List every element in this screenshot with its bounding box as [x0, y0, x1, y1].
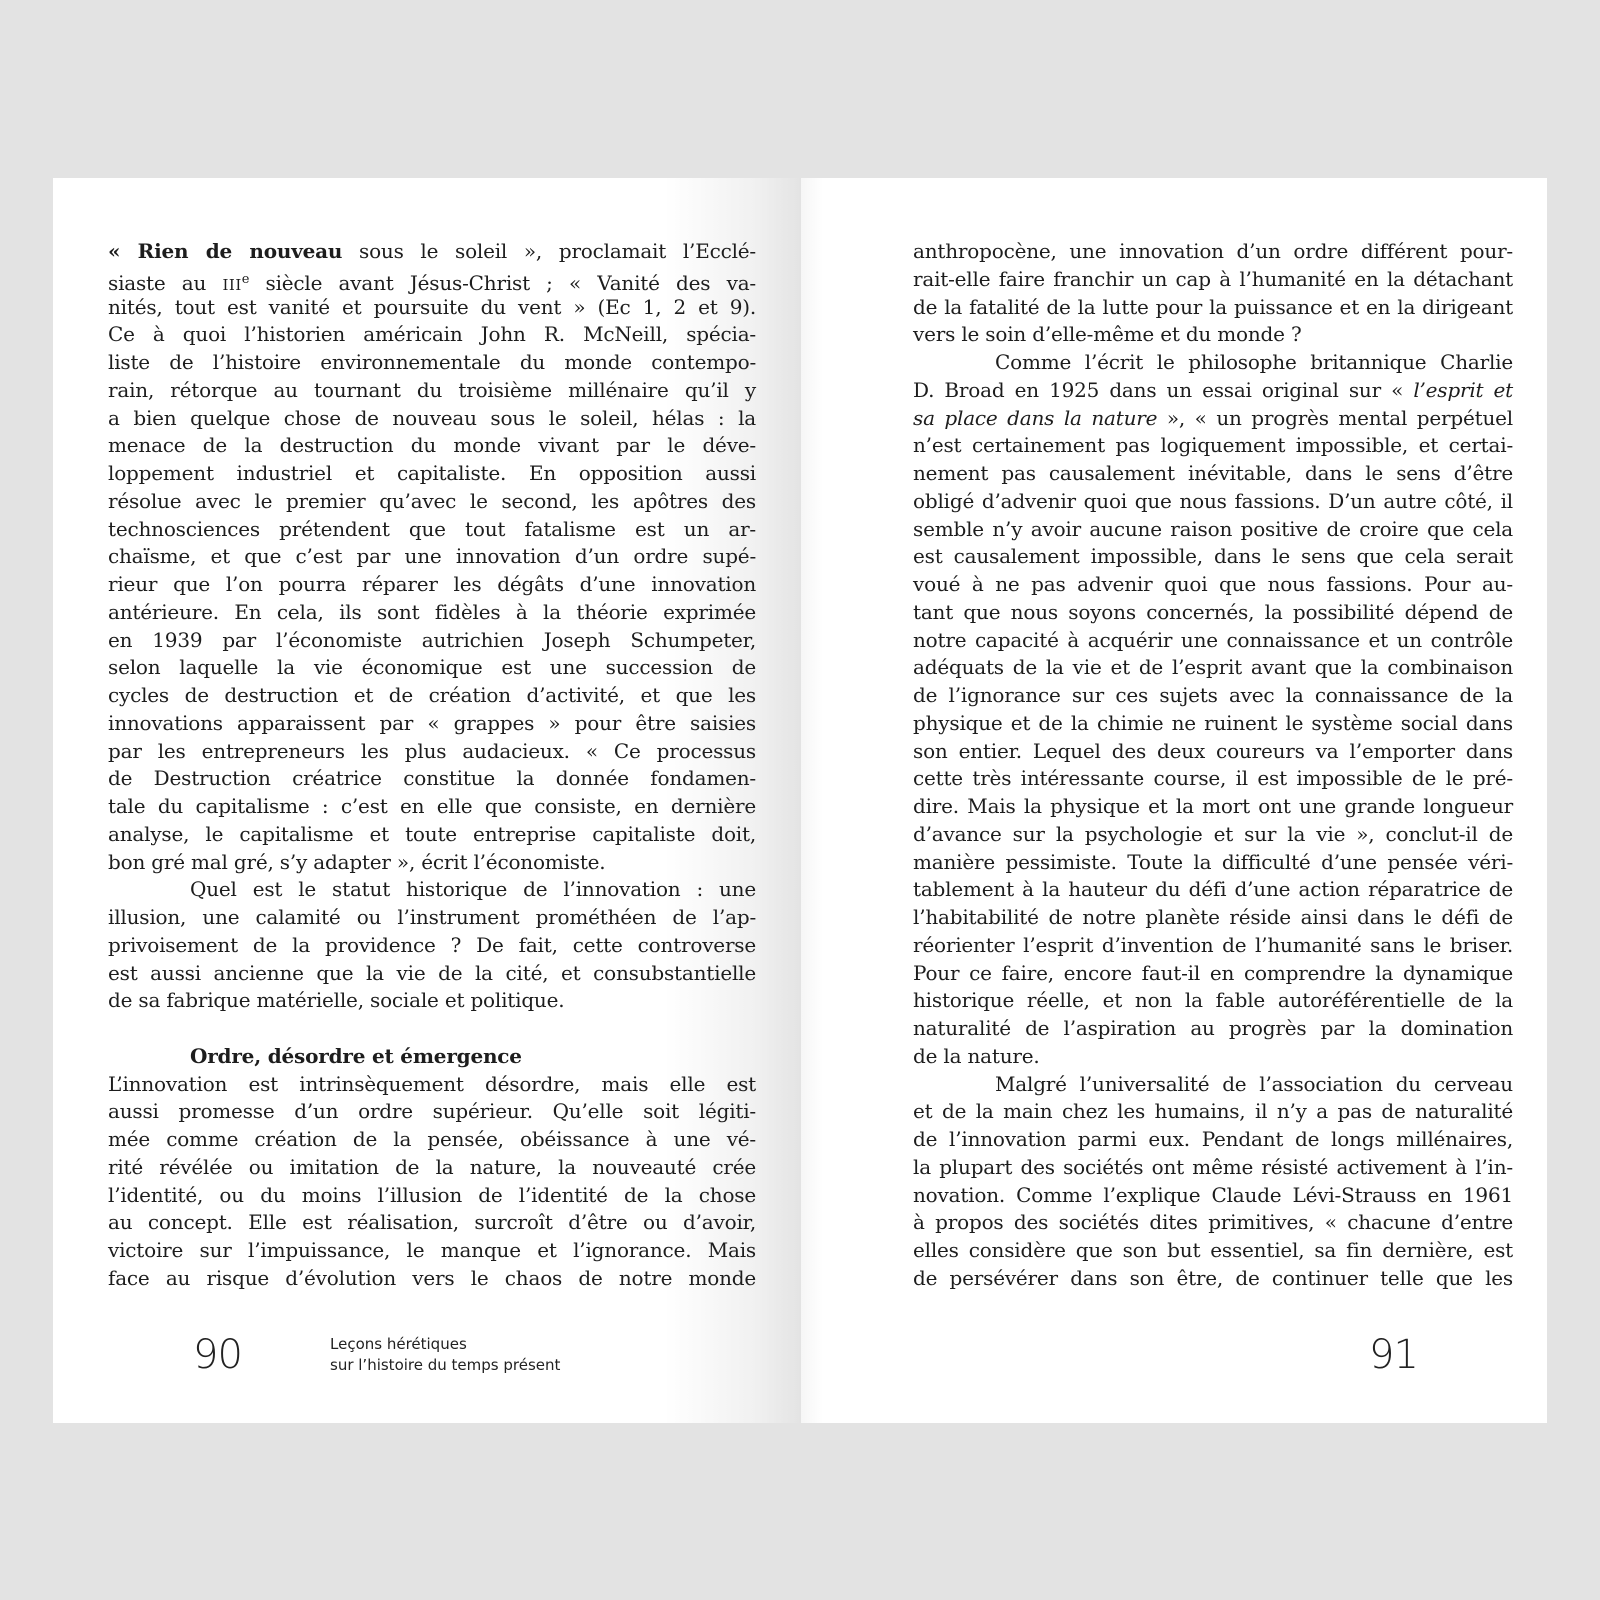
text-line: liste de l’histoire environnementale du monde contempo-: [108, 350, 756, 374]
text-line: aussi promesse d’un ordre supérieur. Qu’elle soit légiti-: [108, 1099, 756, 1124]
text-fragment: D. Broad en 1925 dans un essai original sur «: [913, 377, 1414, 402]
text-line: et de la main chez les humains, il n’y a pas de naturalité: [913, 1099, 1513, 1124]
text-line: novation. Comme l’explique Claude Lévi-Strauss en 1961: [913, 1182, 1513, 1207]
text-line: est aussi ancienne que la vie de la cité, et consubstantielle: [108, 960, 756, 985]
text-line: cycles de destruction et de création d’activité, et que les: [108, 683, 756, 707]
text-line: de la nature.: [913, 1043, 1040, 1068]
text-line: n’est certainement pas logiquement impossible, et certai-: [913, 433, 1513, 458]
text-line: face au risque d’évolution vers le chaos de notre monde: [108, 1265, 756, 1290]
right-page-text: [913, 238, 1513, 1293]
text-line: menace de la destruction du monde vivant par le déve-: [108, 433, 756, 458]
text-line: Ce à quoi l’historien américain John R. McNeill, spécia-: [108, 322, 756, 347]
text-line: de l’innovation parmi eux. Pendant de longs millénaires,: [913, 1127, 1513, 1151]
text-fragment: sous le soleil », proclamait l’Ecclé-: [342, 239, 756, 263]
text-line: Pour ce faire, encore faut-il en comprendre la dynamique: [913, 960, 1513, 985]
text-line: tablement à la hauteur du défi d’une action réparatrice de: [913, 877, 1513, 902]
text-line: loppement industriel et capitaliste. En opposition aussi: [108, 461, 756, 485]
century-numeral: III: [222, 275, 242, 294]
text-line: voué à ne pas advenir quoi que nous fassions. Pour au-: [913, 572, 1513, 596]
text-line: semble n’y avoir aucune raison positive de croire que cela: [913, 516, 1513, 541]
text-line: son entier. Lequel des deux coureurs va l’emporter dans: [913, 738, 1513, 763]
text-line: d’avance sur la psychologie et sur la vie », conclut-il de: [913, 821, 1513, 846]
text-line: victoire sur l’impuissance, le manque et l’ignorance. Mais: [108, 1238, 756, 1262]
text-line: manière pessimiste. Toute la difficulté d’une pensée véri-: [913, 849, 1513, 874]
text-line: tale du capitalisme : c’est en elle que consiste, en dernière: [108, 794, 756, 818]
text-line: technosciences prétendent que tout fatalisme est un ar-: [108, 516, 756, 541]
text-fragment: siècle avant Jésus-Christ ; « Vanité des va-: [249, 270, 756, 295]
text-line: physique et de la chimie ne ruinent le système social dans: [913, 710, 1513, 735]
text-fragment: siaste au: [108, 270, 223, 295]
text-line: analyse, le capitalisme et toute entreprise capitaliste doit,: [108, 821, 756, 846]
text-line: Comme l’écrit le philosophe britannique Charlie: [995, 350, 1513, 374]
left-page: [53, 178, 799, 1423]
text-line: [913, 405, 1513, 433]
text-line: mée comme création de la pensée, obéissance à une vé-: [108, 1127, 756, 1151]
text-line: illusion, une calamité ou l’instrument prométhéen de l’ap-: [108, 905, 756, 929]
text-line: antérieure. En cela, ils sont fidèles à la théorie exprimée: [108, 599, 756, 624]
text-line: au concept. Elle est réalisation, surcroît d’être ou d’avoir,: [108, 1210, 756, 1235]
text-line: à propos des sociétés dites primitives, « chacune d’entre: [913, 1210, 1513, 1235]
text-line: de Destruction créatrice constitue la donnée fondamen-: [108, 766, 756, 791]
text-line: naturalité de l’aspiration au progrès par la domination: [913, 1016, 1513, 1040]
text-line: réorienter l’esprit d’invention de l’humanité sans le briser.: [913, 932, 1513, 957]
text-line: de l’ignorance sur ces sujets avec la connaissance de la: [913, 683, 1513, 707]
page-number: 91: [1369, 1332, 1418, 1378]
italic-title: l’esprit et: [1413, 377, 1513, 402]
left-page-text: [108, 238, 756, 1293]
text-line: rait-elle faire franchir un cap à l’humanité en la détachant: [913, 266, 1513, 291]
text-line: historique réelle, et non la fable autoréférentielle de la: [913, 988, 1513, 1013]
text-line: de la fatalité de la lutte pour la puissance et en la dirigeant: [913, 294, 1513, 319]
text-line: par les entrepreneurs les plus audacieux. « Ce processus: [108, 738, 756, 763]
text-line: rieur que l’on pourra réparer les dégâts d’une innovation: [108, 572, 756, 596]
text-line: l’identité, ou du moins l’illusion de l’identité de la chose: [108, 1182, 756, 1207]
text-line: obligé d’advenir quoi que nous fassions. D’un autre côté, il: [913, 488, 1513, 513]
bold-opening: « Rien de nouveau: [108, 239, 343, 263]
superscript: e: [241, 271, 250, 287]
text-line: elles considère que son but essentiel, sa fin dernière, est: [913, 1238, 1513, 1262]
text-line: l’habitabilité de notre planète réside ainsi dans le défi de: [913, 905, 1513, 929]
text-line: rité révélée ou imitation de la nature, la nouveauté crée: [108, 1154, 756, 1179]
text-line: de sa fabrique matérielle, sociale et politique.: [108, 988, 565, 1013]
text-line: L’innovation est intrinsèquement désordre, mais elle est: [108, 1071, 756, 1096]
text-line: nement pas causalement inévitable, dans le sens d’être: [913, 461, 1513, 485]
section-heading: Ordre, désordre et émergence: [190, 1043, 522, 1068]
right-page: [801, 178, 1547, 1423]
text-line: tant que nous soyons concernés, la possibilité dépend de: [913, 599, 1513, 624]
running-title: [330, 1334, 560, 1376]
text-fragment: », « un progrès mental perpétuel: [1157, 405, 1513, 430]
text-line: cette très intéressante course, il est impossible de le pré-: [913, 766, 1513, 791]
text-line: la plupart des sociétés ont même résisté activement à l’in-: [913, 1154, 1513, 1179]
text-line: rain, rétorque au tournant du troisième millénaire qu’il y: [108, 377, 756, 402]
text-line: adéquats de la vie et de l’esprit avant que la combinaison: [913, 655, 1513, 680]
page-number: 90: [193, 1332, 242, 1378]
text-line: nités, tout est vanité et poursuite du vent » (Ec 1, 2 et 9).: [108, 294, 756, 319]
italic-title: sa place dans la nature: [913, 405, 1158, 430]
text-line: résolue avec le premier qu’avec le second, les apôtres des: [108, 488, 756, 513]
text-line: [108, 238, 756, 266]
text-line: Quel est le statut historique de l’innovation : une: [190, 877, 756, 902]
text-line: bon gré mal gré, s’y adapter », écrit l’économiste.: [108, 849, 606, 874]
running-title-line: sur l’histoire du temps présent: [330, 1356, 561, 1374]
text-line: selon laquelle la vie économique est une succession de: [108, 655, 756, 680]
text-line: vers le soin d’elle-même et du monde ?: [913, 322, 1302, 347]
text-line: anthropocène, une innovation d’un ordre différent pour-: [913, 239, 1513, 263]
text-line: [108, 266, 756, 294]
text-line: Malgré l’universalité de l’association du cerveau: [995, 1071, 1513, 1096]
text-line: innovations apparaissent par « grappes » pour être saisies: [108, 710, 756, 735]
text-line: a bien quelque chose de nouveau sous le soleil, hélas : la: [108, 405, 756, 430]
text-line: dire. Mais la physique et la mort ont une grande longueur: [913, 794, 1513, 818]
running-title-line: Leçons hérétiques: [330, 1335, 467, 1353]
text-line: est causalement impossible, dans le sens que cela serait: [913, 544, 1513, 569]
text-line: notre capacité à acquérir une connaissance et un contrôle: [913, 627, 1513, 652]
text-line: de persévérer dans son être, de continuer telle que les: [913, 1265, 1513, 1290]
text-line: privoisement de la providence ? De fait, cette controverse: [108, 932, 756, 957]
text-line: [913, 377, 1513, 405]
text-line: chaïsme, et que c’est par une innovation d’un ordre supé-: [108, 544, 756, 569]
section-spacer: [108, 1015, 756, 1043]
text-line: en 1939 par l’économiste autrichien Joseph Schumpeter,: [108, 627, 756, 652]
